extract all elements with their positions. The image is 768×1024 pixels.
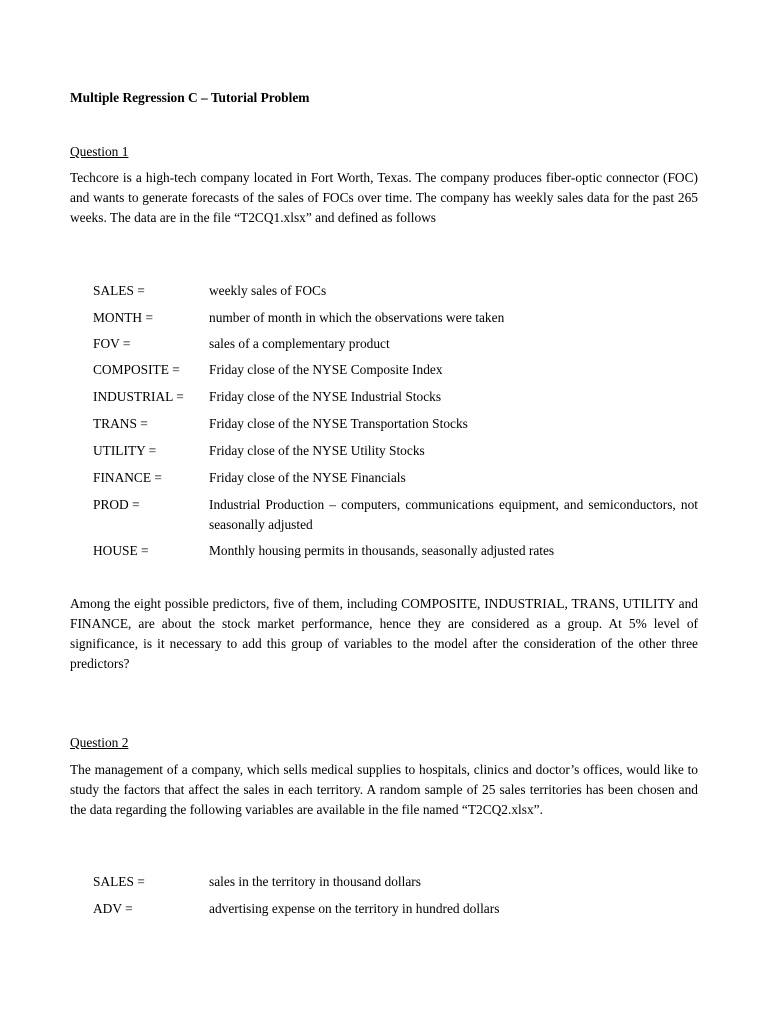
variable-name: INDUSTRIAL = xyxy=(93,389,184,404)
variable-name: MONTH = xyxy=(93,310,153,325)
variable-definition: Friday close of the NYSE Composite Index xyxy=(209,362,443,377)
question-2-heading: Question 2 xyxy=(70,735,129,750)
variable-definition: Friday close of the NYSE Transportation Stocks xyxy=(209,416,468,431)
variable-name: SALES = xyxy=(93,283,145,298)
variable-definition: Friday close of the NYSE Industrial Stocks xyxy=(209,389,442,404)
variable-definition: weekly sales of FOCs xyxy=(209,283,327,298)
question-1-intro: Techcore is a high-tech company located in Fort Worth, Texas. The company produces fiber-optic connector (FOC) and wants to generate forecasts of the sales of FOCs over time. The company has weekly sales data for the past 265 weeks. The data are in the file “T2CQ1.xlsx” and defined as follows xyxy=(70,170,698,225)
variable-name: PROD = xyxy=(93,497,140,512)
variable-definition: sales of a complementary product xyxy=(209,336,390,351)
variable-name: HOUSE = xyxy=(93,543,149,558)
variable-name: COMPOSITE = xyxy=(93,362,180,377)
question-1-heading: Question 1 xyxy=(70,144,129,159)
variable-definition: Friday close of the NYSE Utility Stocks xyxy=(209,443,425,458)
variable-name: UTILITY = xyxy=(93,443,157,458)
variable-definition: Friday close of the NYSE Financials xyxy=(209,470,406,485)
variable-name: ADV = xyxy=(93,901,133,916)
variable-definition: Industrial Production – computers, communications equipment, and semiconductors, not seasonally adjusted xyxy=(209,497,698,532)
question-2-intro: The management of a company, which sells medical supplies to hospitals, clinics and doctor’s offices, would like to study the factors that affect the sales in each territory. A random sample of 25 sales territories has been chosen and the data regarding the following variables are available in the file named “T2CQ2.xlsx”. xyxy=(70,762,698,817)
variable-definition: number of month in which the observations were taken xyxy=(209,310,505,325)
variable-name: FOV = xyxy=(93,336,131,351)
document-title: Multiple Regression C – Tutorial Problem xyxy=(70,90,310,105)
variable-definition: sales in the territory in thousand dollars xyxy=(209,874,421,889)
variable-name: FINANCE = xyxy=(93,470,162,485)
variable-name: TRANS = xyxy=(93,416,148,431)
variable-definition: advertising expense on the territory in hundred dollars xyxy=(209,901,500,916)
variable-definition: Monthly housing permits in thousands, seasonally adjusted rates xyxy=(209,543,555,558)
variable-name: SALES = xyxy=(93,874,145,889)
question-1-prompt: Among the eight possible predictors, five of them, including COMPOSITE, INDUSTRIAL, TRANS, UTILITY and FINANCE, are about the stock market performance, hence they are considered as a group. At 5% level of significance, is it necessary to add this group of variables to the model after the consideration of the other three predictors? xyxy=(70,596,698,671)
